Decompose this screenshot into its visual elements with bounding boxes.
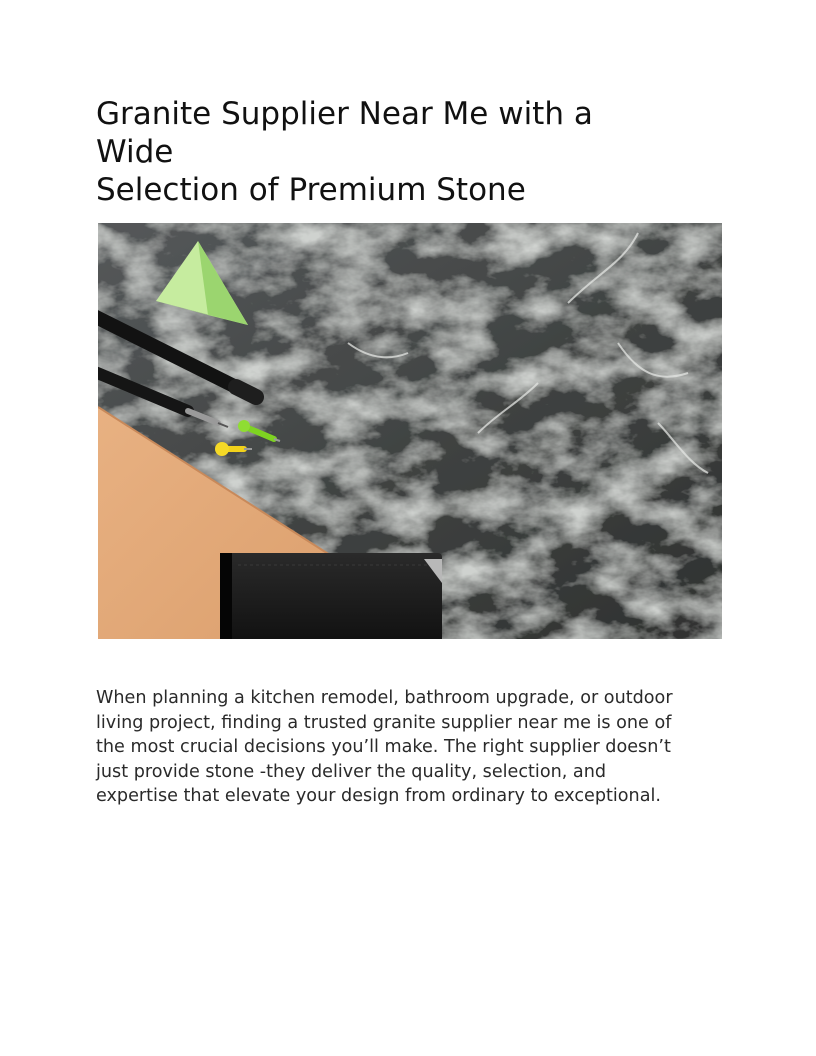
paragraph-line: the most crucial decisions you’ll make. The right supplier doesn’t bbox=[96, 737, 671, 758]
title-line-2: Wide bbox=[96, 134, 174, 170]
paragraph-line: living project, finding a trusted granite supplier near me is one of bbox=[96, 712, 672, 733]
hero-image bbox=[98, 223, 722, 639]
title-line-3: Selection of Premium Stone bbox=[96, 172, 526, 208]
title-line-1: Granite Supplier Near Me with a bbox=[96, 96, 593, 132]
wallet-icon bbox=[220, 553, 442, 639]
granite-desk-illustration bbox=[98, 223, 722, 639]
paragraph-line: expertise that elevate your design from ordinary to exceptional. bbox=[96, 786, 661, 807]
paragraph-line: When planning a kitchen remodel, bathroom upgrade, or outdoor bbox=[96, 688, 673, 708]
intro-paragraph bbox=[96, 686, 726, 809]
page-title bbox=[96, 95, 656, 209]
paragraph-line: just provide stone -they deliver the quality, selection, and bbox=[96, 761, 607, 782]
